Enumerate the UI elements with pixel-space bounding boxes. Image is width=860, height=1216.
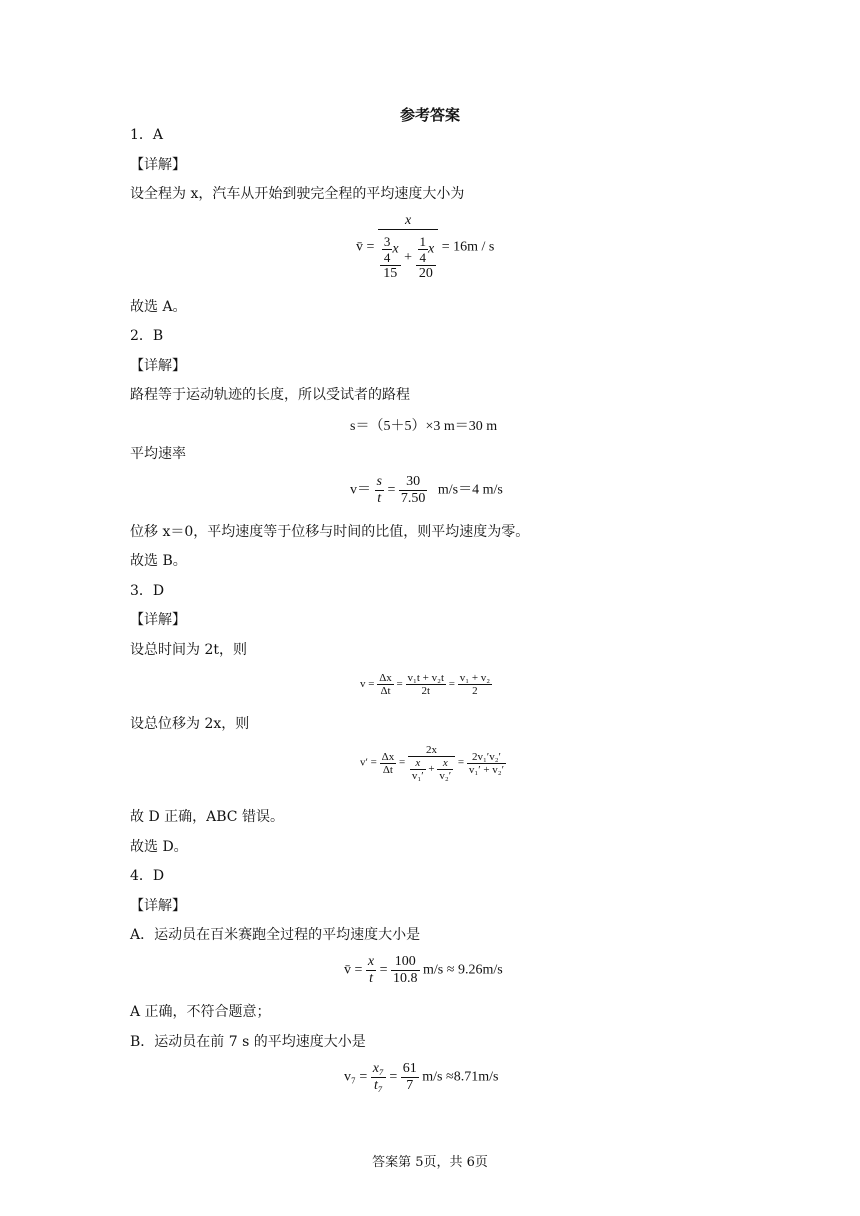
q1-conclusion: 故选 A。 (130, 299, 187, 315)
page-title: 参考答案 (399, 106, 460, 124)
q4-text-b: B．运动员在前 7 s 的平均速度大小是 (130, 1034, 366, 1050)
q3-text3: 故 D 正确，ABC 错误。 (130, 809, 284, 825)
page-footer: 答案第 5页，共 6页 (372, 1155, 488, 1170)
q1-eq-fraction: x $\frac{3}{4}$ x 15 + $\frac{1}{4}$ x 20 (378, 213, 438, 282)
q4-answer: 4．D (130, 868, 165, 884)
q3-equation1: v = $\frac{\Delta x}{\Delta t}$ = $\frac{\text{v₁t + v₂t}}{2t}$ = $\frac{\text{v₁ + v₂}}{2}$ (360, 672, 491, 697)
q2-text1: 路程等于运动轨迹的长度，所以受试者的路程 (130, 387, 410, 403)
q1-answer: 1．A (130, 127, 164, 143)
q4-detail-heading: 【详解】 (130, 898, 186, 914)
q4-text-a2: A 正确，不符合题意； (130, 1004, 271, 1020)
q2-text3: 位移 x＝0，平均速度等于位移与时间的比值，则平均速度为零。 (130, 524, 530, 540)
q1-eq-term-a: $\frac{3}{4}$ x 15 (380, 234, 401, 282)
q2-answer: 2．B (130, 328, 164, 344)
q1-eq-numerator: x (404, 213, 412, 228)
q3-detail-heading: 【详解】 (130, 612, 186, 628)
q3-equation2: v′ = $\frac{\Delta x}{\Delta t}$ = 2x $\frac{x}{\text{v₁′}}$ + $\frac{x}{\text{v₂′}}$ = $\frac{\text{2v₁′v₂′}}{\text{v₁′ + v₂′}}$ (360, 744, 505, 782)
q4-equation-b: v₇ = $\frac{\text{x₇}}{\text{t₇}}$ = $\frac{61}{7}$ m/s ≈8.71m/s (344, 1061, 499, 1093)
q1-eq-term-b: $\frac{1}{4}$ x 20 (416, 234, 437, 282)
q4-text-a: A．运动员在百米赛跑全过程的平均速度大小是 (130, 927, 421, 943)
q1-eq-lhs: v̄ = (356, 239, 375, 255)
q1-eq-rhs: = 16m / s (441, 239, 495, 255)
q2-conclusion: 故选 B。 (130, 553, 187, 569)
q1-text: 设全程为 x，汽车从开始到驶完全程的平均速度大小为 (130, 186, 465, 202)
q2-equation1: s＝（5＋5）×3 m＝30 m (350, 419, 498, 434)
q2-detail-heading: 【详解】 (130, 358, 186, 374)
q1-equation (356, 213, 494, 282)
q3-text1: 设总时间为 2t，则 (130, 642, 247, 658)
q2-text2: 平均速率 (130, 446, 186, 462)
q4-equation-a: v̄ = $\frac{x}{t}$ = $\frac{100}{10.8}$ m/s ≈ 9.26m/s (344, 954, 503, 986)
q3-answer: 3．D (130, 583, 165, 599)
q3-text2: 设总位移为 2x，则 (130, 716, 250, 732)
q3-conclusion: 故选 D。 (130, 839, 188, 855)
q1-detail-heading: 【详解】 (130, 157, 186, 173)
q2-equation2: v＝ $\frac{s}{t}$ = $\frac{30}{7.50}$ m/s＝4 m/s (350, 474, 503, 506)
